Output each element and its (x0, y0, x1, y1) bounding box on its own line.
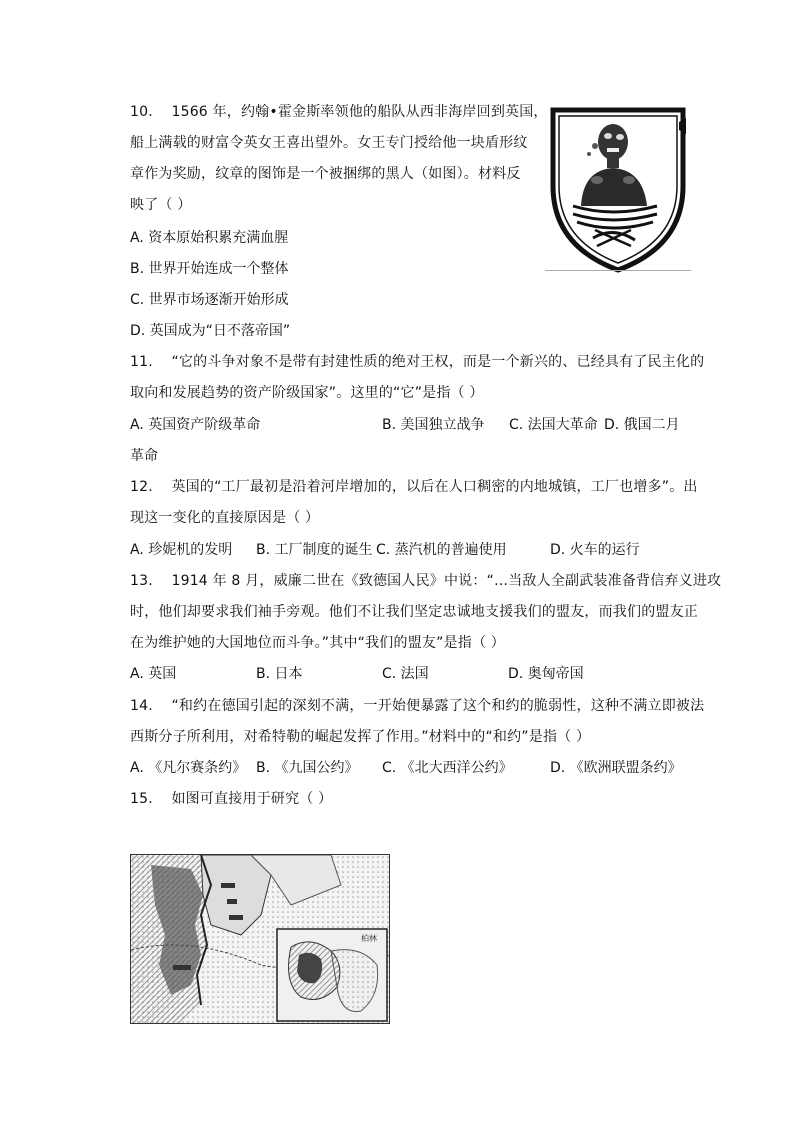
q10-line-3: 章作为奖励，纹章的图饰是一个被捆绑的黑人（如图）。材料反 (130, 166, 521, 182)
q10-option-a[interactable]: A. 资本原始积累充满血腥 (130, 230, 289, 246)
coat-of-arms-image (547, 106, 689, 274)
q13-option-b[interactable]: B. 日本 (256, 666, 303, 682)
q11-option-d-cont: 革命 (130, 448, 158, 464)
q13-option-c[interactable]: C. 法国 (382, 666, 429, 682)
q13-option-a[interactable]: A. 英国 (130, 666, 177, 682)
q11-option-c[interactable]: C. 法国大革命 (509, 417, 598, 433)
q11-line-2: 取向和发展趋势的资产阶级国家”。这里的“它”是指（ ） (130, 385, 484, 401)
q11-number: 11. (130, 354, 153, 370)
q13-line-1 (130, 572, 721, 590)
q14-option-d[interactable]: D. 《欧洲联盟条约》 (550, 760, 682, 776)
q11-line-1 (130, 353, 704, 371)
q12-option-d[interactable]: D. 火车的运行 (550, 542, 640, 558)
q14-option-b[interactable]: B. 《九国公约》 (256, 760, 359, 776)
q13-option-d[interactable]: D. 奥匈帝国 (508, 666, 584, 682)
q11-option-a[interactable]: A. 英国资产阶级革命 (130, 417, 261, 433)
q10-line-2: 船上满载的财富令英女王喜出望外。女王专门授给他一块盾形纹 (130, 135, 528, 151)
q10-text-1: 1566 年，约翰•霍金斯率领他的船队从西非海岸回到英国， (171, 104, 548, 120)
q10-line-1 (130, 103, 548, 121)
q15-number: 15. (130, 791, 153, 807)
q14-line-1 (130, 697, 704, 715)
q10-option-c[interactable]: C. 世界市场逐渐开始形成 (130, 292, 289, 308)
germany-map-image (130, 854, 390, 1024)
q12-option-a[interactable]: A. 珍妮机的发明 (130, 542, 233, 558)
q15-text-1: 如图可直接用于研究（ ） (171, 791, 333, 807)
q11-option-b[interactable]: B. 美国独立战争 (382, 417, 485, 433)
q12-text-1: 英国的“工厂最初是沿着河岸增加的，以后在人口稠密的内地城镇，工厂也增多”。出 (171, 479, 698, 495)
q13-text-1: 1914 年 8 月，威廉二世在《致德国人民》中说：“…当敌人全副武装准备背信弃义进攻 (171, 573, 722, 589)
q14-text-1: “和约在德国引起的深刻不满，一开始便暴露了这个和约的脆弱性，这种不满立即被法 (171, 698, 705, 714)
q10-number: 10. (130, 104, 153, 120)
q13-line-2: 时，他们却要求我们袖手旁观。他们不让我们坚定忠诚地支援我们的盟友，而我们的盟友正 (130, 604, 698, 620)
q14-line-2: 西斯分子所利用，对希特勒的崛起发挥了作用。”材料中的“和约”是指（ ） (130, 729, 591, 745)
q10-option-b[interactable]: B. 世界开始连成一个整体 (130, 261, 289, 277)
q12-line-1 (130, 478, 698, 496)
q12-line-2: 现这一变化的直接原因是（ ） (130, 510, 320, 526)
map-inset-label: 柏林 (361, 934, 377, 943)
q14-option-a[interactable]: A. 《凡尔赛条约》 (130, 760, 247, 776)
q13-line-3: 在为维护她的大国地位而斗争。”其中“我们的盟友”是指（ ） (130, 635, 506, 651)
q10-line-4: 映了（ ） (130, 197, 192, 213)
q11-option-d[interactable]: D. 俄国二月 (604, 417, 680, 433)
q15-line-1 (130, 790, 332, 808)
q14-option-c[interactable]: C. 《北大西洋公约》 (382, 760, 513, 776)
q12-option-b[interactable]: B. 工厂制度的诞生 (256, 542, 373, 558)
q12-number: 12. (130, 479, 153, 495)
q13-number: 13. (130, 573, 153, 589)
q10-option-d[interactable]: D. 英国成为“日不落帝国” (130, 323, 291, 339)
q14-number: 14. (130, 698, 153, 714)
q11-text-1: “它的斗争对象不是带有封建性质的绝对王权，而是一个新兴的、已经具有了民主化的 (171, 354, 705, 370)
q12-option-c[interactable]: C. 蒸汽机的普遍使用 (376, 542, 507, 558)
